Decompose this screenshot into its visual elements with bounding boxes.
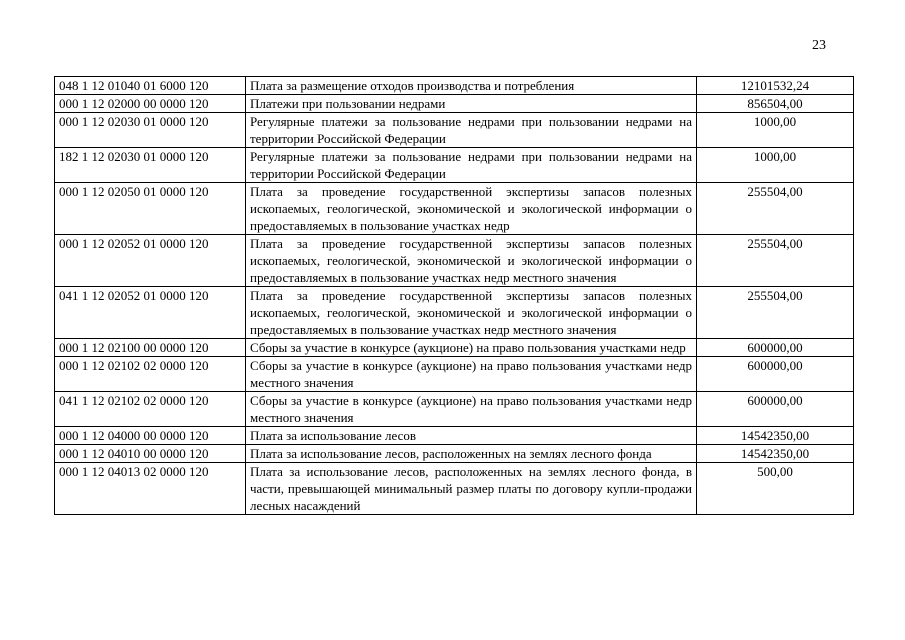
budget-classification-code: 041 1 12 02102 02 0000 120 [55,392,246,427]
table-row [55,427,854,445]
table-row [55,183,854,235]
budget-classification-code: 000 1 12 02052 01 0000 120 [55,235,246,287]
revenue-item-name: Плата за использование лесов [246,427,697,445]
budget-classification-code: 000 1 12 02102 02 0000 120 [55,357,246,392]
revenue-item-name: Сборы за участие в конкурсе (аукционе) на право пользования участками недр [246,339,697,357]
table-row [55,148,854,183]
budget-classification-code: 000 1 12 04010 00 0000 120 [55,445,246,463]
revenue-amount: 255504,00 [697,235,854,287]
revenue-item-name: Регулярные платежи за пользование недрами при пользовании недрами на территории Российской Федерации [246,148,697,183]
budget-classification-code: 000 1 12 04000 00 0000 120 [55,427,246,445]
revenue-item-name: Сборы за участие в конкурсе (аукционе) на право пользования участками недр местного значения [246,357,697,392]
budget-classification-code: 000 1 12 02100 00 0000 120 [55,339,246,357]
budget-classification-code: 182 1 12 02030 01 0000 120 [55,148,246,183]
revenue-item-name: Плата за использование лесов, расположенных на землях лесного фонда [246,445,697,463]
revenue-amount: 14542350,00 [697,445,854,463]
revenue-amount: 14542350,00 [697,427,854,445]
table-row [55,392,854,427]
revenue-amount: 255504,00 [697,183,854,235]
table-row [55,445,854,463]
revenue-item-name: Платежи при пользовании недрами [246,95,697,113]
budget-revenue-table [54,76,854,515]
revenue-item-name: Регулярные платежи за пользование недрами при пользовании недрами на территории Российской Федерации [246,113,697,148]
budget-classification-code: 000 1 12 02000 00 0000 120 [55,95,246,113]
table-row [55,463,854,515]
table-row [55,95,854,113]
revenue-amount: 255504,00 [697,287,854,339]
revenue-amount: 12101532,24 [697,77,854,95]
revenue-amount: 1000,00 [697,113,854,148]
table-row [55,287,854,339]
table-row [55,235,854,287]
table-body [55,77,854,515]
revenue-item-name: Плата за проведение государственной экспертизы запасов полезных ископаемых, геологической, экономической и экологической информации о предоставляемых в пользование участках недр местного значения [246,287,697,339]
page-number: 23 [812,38,826,53]
revenue-item-name: Плата за проведение государственной экспертизы запасов полезных ископаемых, геологической, экономической и экологической информации о предоставляемых в пользование участках недр [246,183,697,235]
revenue-amount: 600000,00 [697,357,854,392]
table-row [55,339,854,357]
revenue-item-name: Плата за проведение государственной экспертизы запасов полезных ископаемых, геологической, экономической и экологической информации о предоставляемых в пользование участках недр местного значения [246,235,697,287]
revenue-item-name: Сборы за участие в конкурсе (аукционе) на право пользования участками недр местного значения [246,392,697,427]
table-row [55,77,854,95]
revenue-amount: 1000,00 [697,148,854,183]
revenue-amount: 600000,00 [697,392,854,427]
revenue-amount: 500,00 [697,463,854,515]
budget-classification-code: 000 1 12 04013 02 0000 120 [55,463,246,515]
budget-classification-code: 000 1 12 02050 01 0000 120 [55,183,246,235]
table-row [55,113,854,148]
budget-classification-code: 041 1 12 02052 01 0000 120 [55,287,246,339]
budget-classification-code: 000 1 12 02030 01 0000 120 [55,113,246,148]
revenue-item-name: Плата за использование лесов, расположенных на землях лесного фонда, в части, превышающей минимальный размер платы по договору купли-продажи лесных насаждений [246,463,697,515]
revenue-amount: 600000,00 [697,339,854,357]
revenue-amount: 856504,00 [697,95,854,113]
revenue-item-name: Плата за размещение отходов производства и потребления [246,77,697,95]
table-row [55,357,854,392]
budget-classification-code: 048 1 12 01040 01 6000 120 [55,77,246,95]
